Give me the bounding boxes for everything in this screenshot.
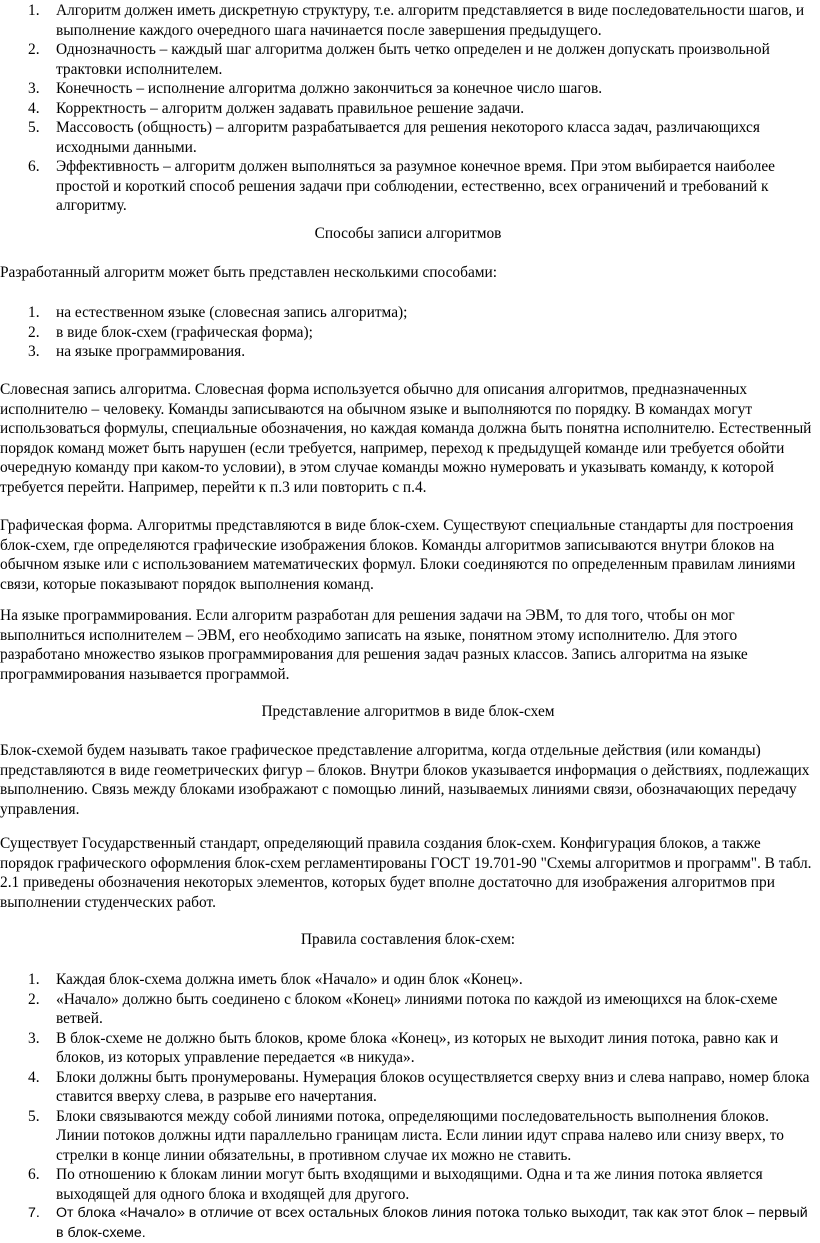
section-heading-rules: Правила составления блок-схем: [300,931,516,948]
list-item: 1. Алгоритм должен иметь дискретную структуру, т.е. алгоритм представляется в виде последовательности шагов, и выполнение каждого очередного шага начинается после завершения предыдущего. [28,2,805,39]
flowchart-rules-list [0,970,816,1243]
list-item: 3. на языке программирования. [28,343,246,360]
list-item: 7. От блока «Начало» в отличие от всех остальных блоков линия потока только выходит, так как этот блок – первый в блок-схеме. [28,1205,808,1241]
list-item: 4. Блоки должны быть пронумерованы. Нумерация блоков осуществляется сверху вниз и слева направо, номер блока ставится вверху слева, в разрыве его начертания. [28,1068,810,1105]
list-item: 5. Массовость (общность) – алгоритм разрабатывается для решения некоторого класса задач, различающихся исходными данными. [28,119,760,156]
paragraph-standard: Существует Государственный стандарт, определяющий правила создания блок-схем. Конфигурация блоков, а также порядок графического оформления блок-схем регламентированы ГОСТ 19.701-90 "Схемы алгоритмов и программ". В табл. 2.1 приведены обозначения некоторых элементов, которых будет вполне достаточно для изображения алгоритмов при выполнении студенческих работ. [0,835,812,911]
list-item: 1. Каждая блок-схема должна иметь блок «Начало» и один блок «Конец». [28,971,523,988]
list-item: 4. Корректность – алгоритм должен задавать правильное решение задачи. [28,99,525,117]
methods-intro: Разработанный алгоритм может быть представлен несколькими способами: [0,264,498,281]
list-item: 6. По отношению к блокам линии могут быть входящими и выходящими. Одна и та же линия потока является выходящей для одного блока и входящей для другого. [28,1166,763,1203]
methods-list [0,303,816,362]
paragraph-verbal-form: Словесная запись алгоритма. Словесная форма используется обычно для описания алгоритмов, предназначенных исполнителю – человеку. Команды записываются на обычном языке и выполняются по порядку. В командах могут использоваться формулы, специальные обозначения, но каждая команда должна быть понятна исполнителю. Естественный порядок команд может быть нарушен (если требуется, например, переход к предыдущей команде или требуется обойти очередную команду при каком-то условии), в этом случае команды можно нумеровать и указывать команду, к которой требуется перейти. Например, перейти к п.3 или повторить с п.4. [0,381,812,496]
paragraph-graphic-form: Графическая форма. Алгоритмы представляются в виде блок-схем. Существуют специальные стандарты для построения блок-схем, где определяются графические изображения блоков. Команды алгоритмов записываются внутри блоков на обычном языке или с использованием математических формул. Блоки соединяются по определенным правилам линиями связи, которые показывают порядок выполнения команд. [0,517,796,593]
algorithm-properties-list [0,1,816,216]
list-item: 5. Блоки связываются между собой линиями потока, определяющими последовательность выполнения блоков. Линии потоков должны идти параллельно границам листа. Если линии идут справа налево или снизу вверх, то стрелки в конце линии обязательны, в противном случае их можно не ставить. [28,1107,784,1164]
paragraph-flowchart-definition: Блок-схемой будем называть такое графическое представление алгоритма, когда отдельные действия (или команды) представляются в виде геометрических фигур – блоков. Внутри блоков указывается информация о действиях, подлежащих выполнению. Связь между блоками изображают с помощью линий, называемых линиями связи, обозначающих передачу управления. [0,742,810,818]
list-item: 3. В блок-схеме не должно быть блоков, кроме блока «Конец», из которых не выходит линия потока, равно как и блоков, из которых управление передается «в никуда». [28,1029,779,1066]
list-item: 2. «Начало» должно быть соединено с блоком «Конец» линиями потока по каждой из имеющихся на блок-схеме ветвей. [28,990,778,1027]
list-item: 3. Конечность – исполнение алгоритма должно закончиться за конечное число шагов. [28,80,603,97]
list-item: 1. на естественном языке (словесная запись алгоритма); [28,304,408,321]
paragraph-programming-language: На языке программирования. Если алгоритм разработан для решения задачи на ЭВМ, то для того, чтобы он мог выполниться исполнителем – ЭВМ, его необходимо записать на языке, понятном этому исполнителю. Для этого разработано множество языков программирования для решения задач разных классов. Запись алгоритма на языке программирования называется программой. [0,607,748,683]
list-item: 2. в виде блок-схем (графическая форма); [28,323,313,341]
section-heading-flowcharts: Представление алгоритмов в виде блок-схем [261,703,555,720]
list-item: 6. Эффективность – алгоритм должен выполняться за разумное конечное время. При этом выбирается наиболее простой и короткий способ решения задачи при соблюдении, естественно, всех ограничений и требований к алгоритму. [28,158,776,214]
list-item: 2. Однозначность – каждый шаг алгоритма должен быть четко определен и не должен допускать произвольной трактовки исполнителем. [28,41,770,78]
section-heading-methods: Способы записи алгоритмов [314,225,502,242]
